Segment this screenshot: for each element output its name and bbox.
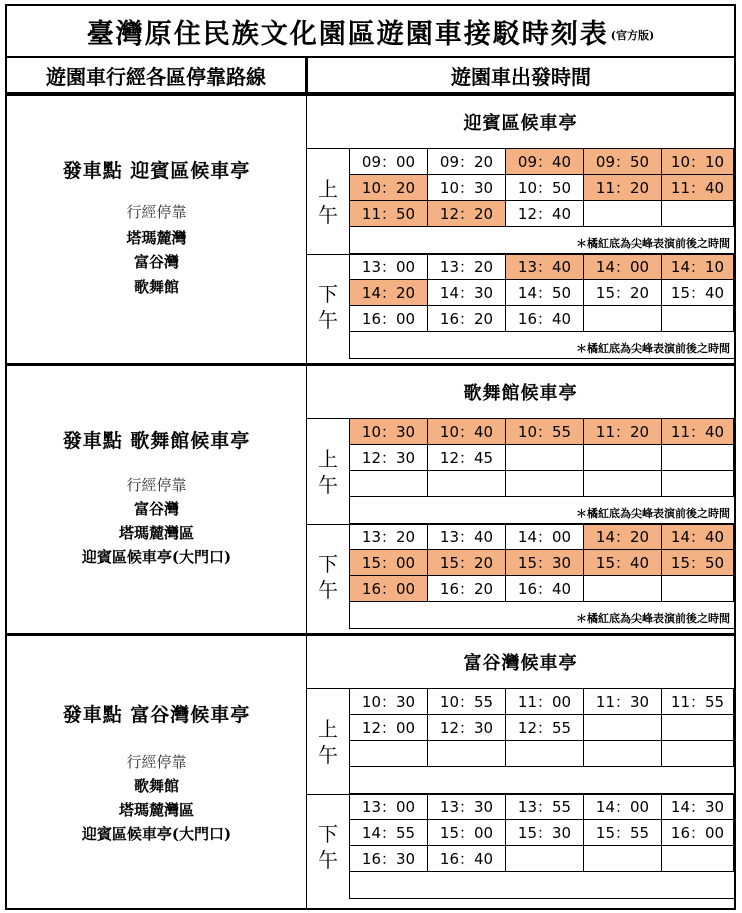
time-cell — [584, 306, 662, 332]
period-divider — [307, 794, 734, 795]
time-cell: 14：30 — [428, 280, 506, 306]
title-bar — [5, 4, 736, 58]
time-cell: 15：40 — [584, 550, 662, 576]
departure-times — [307, 366, 734, 633]
schedule-section — [5, 636, 736, 910]
time-cell: 16：40 — [506, 576, 584, 602]
time-cell: 10：55 — [506, 419, 584, 445]
time-cell: 09：00 — [350, 149, 428, 175]
time-cell — [506, 445, 584, 471]
time-cell: 16：40 — [428, 846, 506, 872]
time-cell: 11：20 — [584, 175, 662, 201]
time-cell: 09：50 — [584, 149, 662, 175]
via-stops-label: 行經停靠 — [126, 476, 187, 494]
time-cell: 11：40 — [662, 419, 734, 445]
peak-note: ＊橘紅底為尖峰表演前後之時間 — [350, 602, 734, 629]
time-cell — [662, 471, 734, 497]
time-cell: 13：20 — [428, 254, 506, 280]
departure-times — [307, 636, 734, 908]
time-cell: 11：55 — [662, 689, 734, 715]
start-point-label: 發車點 迎賓區候車亭 — [62, 160, 251, 182]
morning-label — [307, 689, 350, 794]
period-char: 下 — [318, 281, 338, 306]
time-cell — [662, 715, 734, 741]
time-cell — [584, 846, 662, 872]
route-stop: 富谷灣 — [133, 253, 179, 271]
time-column-header: 遊園車出發時間 — [305, 58, 736, 96]
morning-block — [307, 419, 734, 524]
period-char: 午 — [318, 847, 338, 872]
period-char: 上 — [318, 716, 338, 741]
departure-times — [307, 96, 734, 363]
time-cell: 16：30 — [350, 846, 428, 872]
time-cell: 14：55 — [350, 820, 428, 846]
time-cell: 14：10 — [662, 254, 734, 280]
time-cell — [584, 445, 662, 471]
time-cell: 10：30 — [350, 419, 428, 445]
time-cell: 15：50 — [662, 550, 734, 576]
time-cell — [350, 471, 428, 497]
time-cell: 16：00 — [662, 820, 734, 846]
time-cell: 15：30 — [506, 820, 584, 846]
time-cell — [584, 201, 662, 227]
time-cell — [350, 741, 428, 767]
time-cell: 14：20 — [350, 280, 428, 306]
time-cell — [584, 741, 662, 767]
time-cell — [662, 741, 734, 767]
time-cell: 15：55 — [584, 820, 662, 846]
route-column-header: 遊園車行經各區停靠路線 — [5, 58, 305, 96]
time-cell: 11：00 — [506, 689, 584, 715]
time-cell — [428, 471, 506, 497]
time-cell: 13：40 — [506, 254, 584, 280]
route-info — [7, 366, 307, 633]
schedule-section — [5, 96, 736, 366]
time-cell — [506, 846, 584, 872]
peak-note — [350, 767, 734, 794]
period-divider — [307, 254, 734, 255]
time-cell — [584, 576, 662, 602]
time-cell: 10：30 — [428, 175, 506, 201]
time-cell: 13：00 — [350, 254, 428, 280]
time-cell — [584, 471, 662, 497]
afternoon-label — [307, 254, 350, 359]
period-divider — [307, 524, 734, 525]
period-char: 午 — [318, 472, 338, 497]
time-cell — [506, 741, 584, 767]
time-cell: 11：30 — [584, 689, 662, 715]
period-char: 午 — [318, 577, 338, 602]
period-char: 午 — [318, 202, 338, 227]
morning-label — [307, 149, 350, 254]
time-cell: 16：00 — [350, 576, 428, 602]
title-note: (官方版) — [610, 29, 655, 42]
time-cell: 13：55 — [506, 794, 584, 820]
time-cell: 14：40 — [662, 524, 734, 550]
route-info — [7, 96, 307, 363]
time-cell — [506, 471, 584, 497]
time-cell: 10：40 — [428, 419, 506, 445]
time-cell: 12：45 — [428, 445, 506, 471]
table-header — [5, 58, 736, 96]
time-cell: 16：20 — [428, 576, 506, 602]
period-char: 上 — [318, 176, 338, 201]
time-cell: 11：20 — [584, 419, 662, 445]
period-char: 下 — [318, 821, 338, 846]
route-stop: 歌舞館 — [133, 278, 179, 296]
start-point-label: 發車點 歌舞館候車亭 — [62, 430, 251, 452]
start-point-label: 發車點 富谷灣候車亭 — [62, 704, 251, 726]
route-stop: 迎賓區候車亭(大門口) — [81, 825, 232, 843]
time-cell — [662, 846, 734, 872]
time-cell: 11：40 — [662, 175, 734, 201]
time-cell: 14：20 — [584, 524, 662, 550]
via-stops-label: 行經停靠 — [126, 203, 187, 221]
time-cell — [662, 576, 734, 602]
time-cell: 15：40 — [662, 280, 734, 306]
route-stop: 富谷灣 — [133, 500, 179, 518]
station-title: 富谷灣候車亭 — [307, 636, 734, 689]
time-cell: 10：20 — [350, 175, 428, 201]
time-cell: 09：20 — [428, 149, 506, 175]
time-cell — [662, 201, 734, 227]
period-char: 下 — [318, 551, 338, 576]
time-cell: 16：00 — [350, 306, 428, 332]
afternoon-block — [307, 254, 734, 359]
afternoon-label — [307, 794, 350, 899]
time-cell: 16：20 — [428, 306, 506, 332]
time-cell: 15：20 — [584, 280, 662, 306]
time-cell: 10：30 — [350, 689, 428, 715]
afternoon-block — [307, 794, 734, 899]
time-cell: 15：00 — [428, 820, 506, 846]
afternoon-block — [307, 524, 734, 629]
route-stop: 塔瑪麓灣區 — [118, 801, 194, 819]
time-cell — [662, 445, 734, 471]
time-cell: 12：00 — [350, 715, 428, 741]
route-stop: 塔瑪麓灣區 — [118, 524, 194, 542]
time-cell: 15：30 — [506, 550, 584, 576]
time-cell: 14：00 — [584, 794, 662, 820]
period-char: 午 — [318, 742, 338, 767]
time-cell: 11：50 — [350, 201, 428, 227]
peak-note — [350, 872, 734, 899]
time-cell: 13：30 — [428, 794, 506, 820]
morning-label — [307, 419, 350, 524]
time-cell: 16：40 — [506, 306, 584, 332]
time-cell: 13：00 — [350, 794, 428, 820]
time-cell: 12：30 — [350, 445, 428, 471]
station-title: 歌舞館候車亭 — [307, 366, 734, 419]
peak-note: ＊橘紅底為尖峰表演前後之時間 — [350, 332, 734, 359]
route-stop: 塔瑪麓灣 — [126, 229, 187, 247]
time-cell — [662, 306, 734, 332]
time-cell: 10：50 — [506, 175, 584, 201]
time-cell: 12：30 — [428, 715, 506, 741]
page-title: 臺灣原住民族文化園區遊園車接駁時刻表 — [86, 18, 609, 50]
time-cell: 12：20 — [428, 201, 506, 227]
time-cell: 15：00 — [350, 550, 428, 576]
afternoon-label — [307, 524, 350, 629]
time-cell — [428, 741, 506, 767]
time-cell: 13：40 — [428, 524, 506, 550]
station-title: 迎賓區候車亭 — [307, 96, 734, 149]
time-cell: 12：55 — [506, 715, 584, 741]
schedule-section — [5, 366, 736, 636]
time-cell: 14：00 — [584, 254, 662, 280]
time-cell: 15：20 — [428, 550, 506, 576]
time-cell: 14：50 — [506, 280, 584, 306]
peak-note: ＊橘紅底為尖峰表演前後之時間 — [350, 497, 734, 524]
time-cell: 10：55 — [428, 689, 506, 715]
time-cell: 14：00 — [506, 524, 584, 550]
time-cell: 12：40 — [506, 201, 584, 227]
peak-note: ＊橘紅底為尖峰表演前後之時間 — [350, 227, 734, 254]
time-cell: 10：10 — [662, 149, 734, 175]
time-cell: 14：30 — [662, 794, 734, 820]
time-cell: 09：40 — [506, 149, 584, 175]
via-stops-label: 行經停靠 — [126, 753, 187, 771]
time-cell — [584, 715, 662, 741]
route-info — [7, 636, 307, 908]
morning-block — [307, 689, 734, 794]
period-char: 上 — [318, 446, 338, 471]
time-cell: 13：20 — [350, 524, 428, 550]
period-char: 午 — [318, 307, 338, 332]
route-stop: 迎賓區候車亭(大門口) — [81, 548, 232, 566]
route-stop: 歌舞館 — [133, 777, 179, 795]
morning-block — [307, 149, 734, 254]
